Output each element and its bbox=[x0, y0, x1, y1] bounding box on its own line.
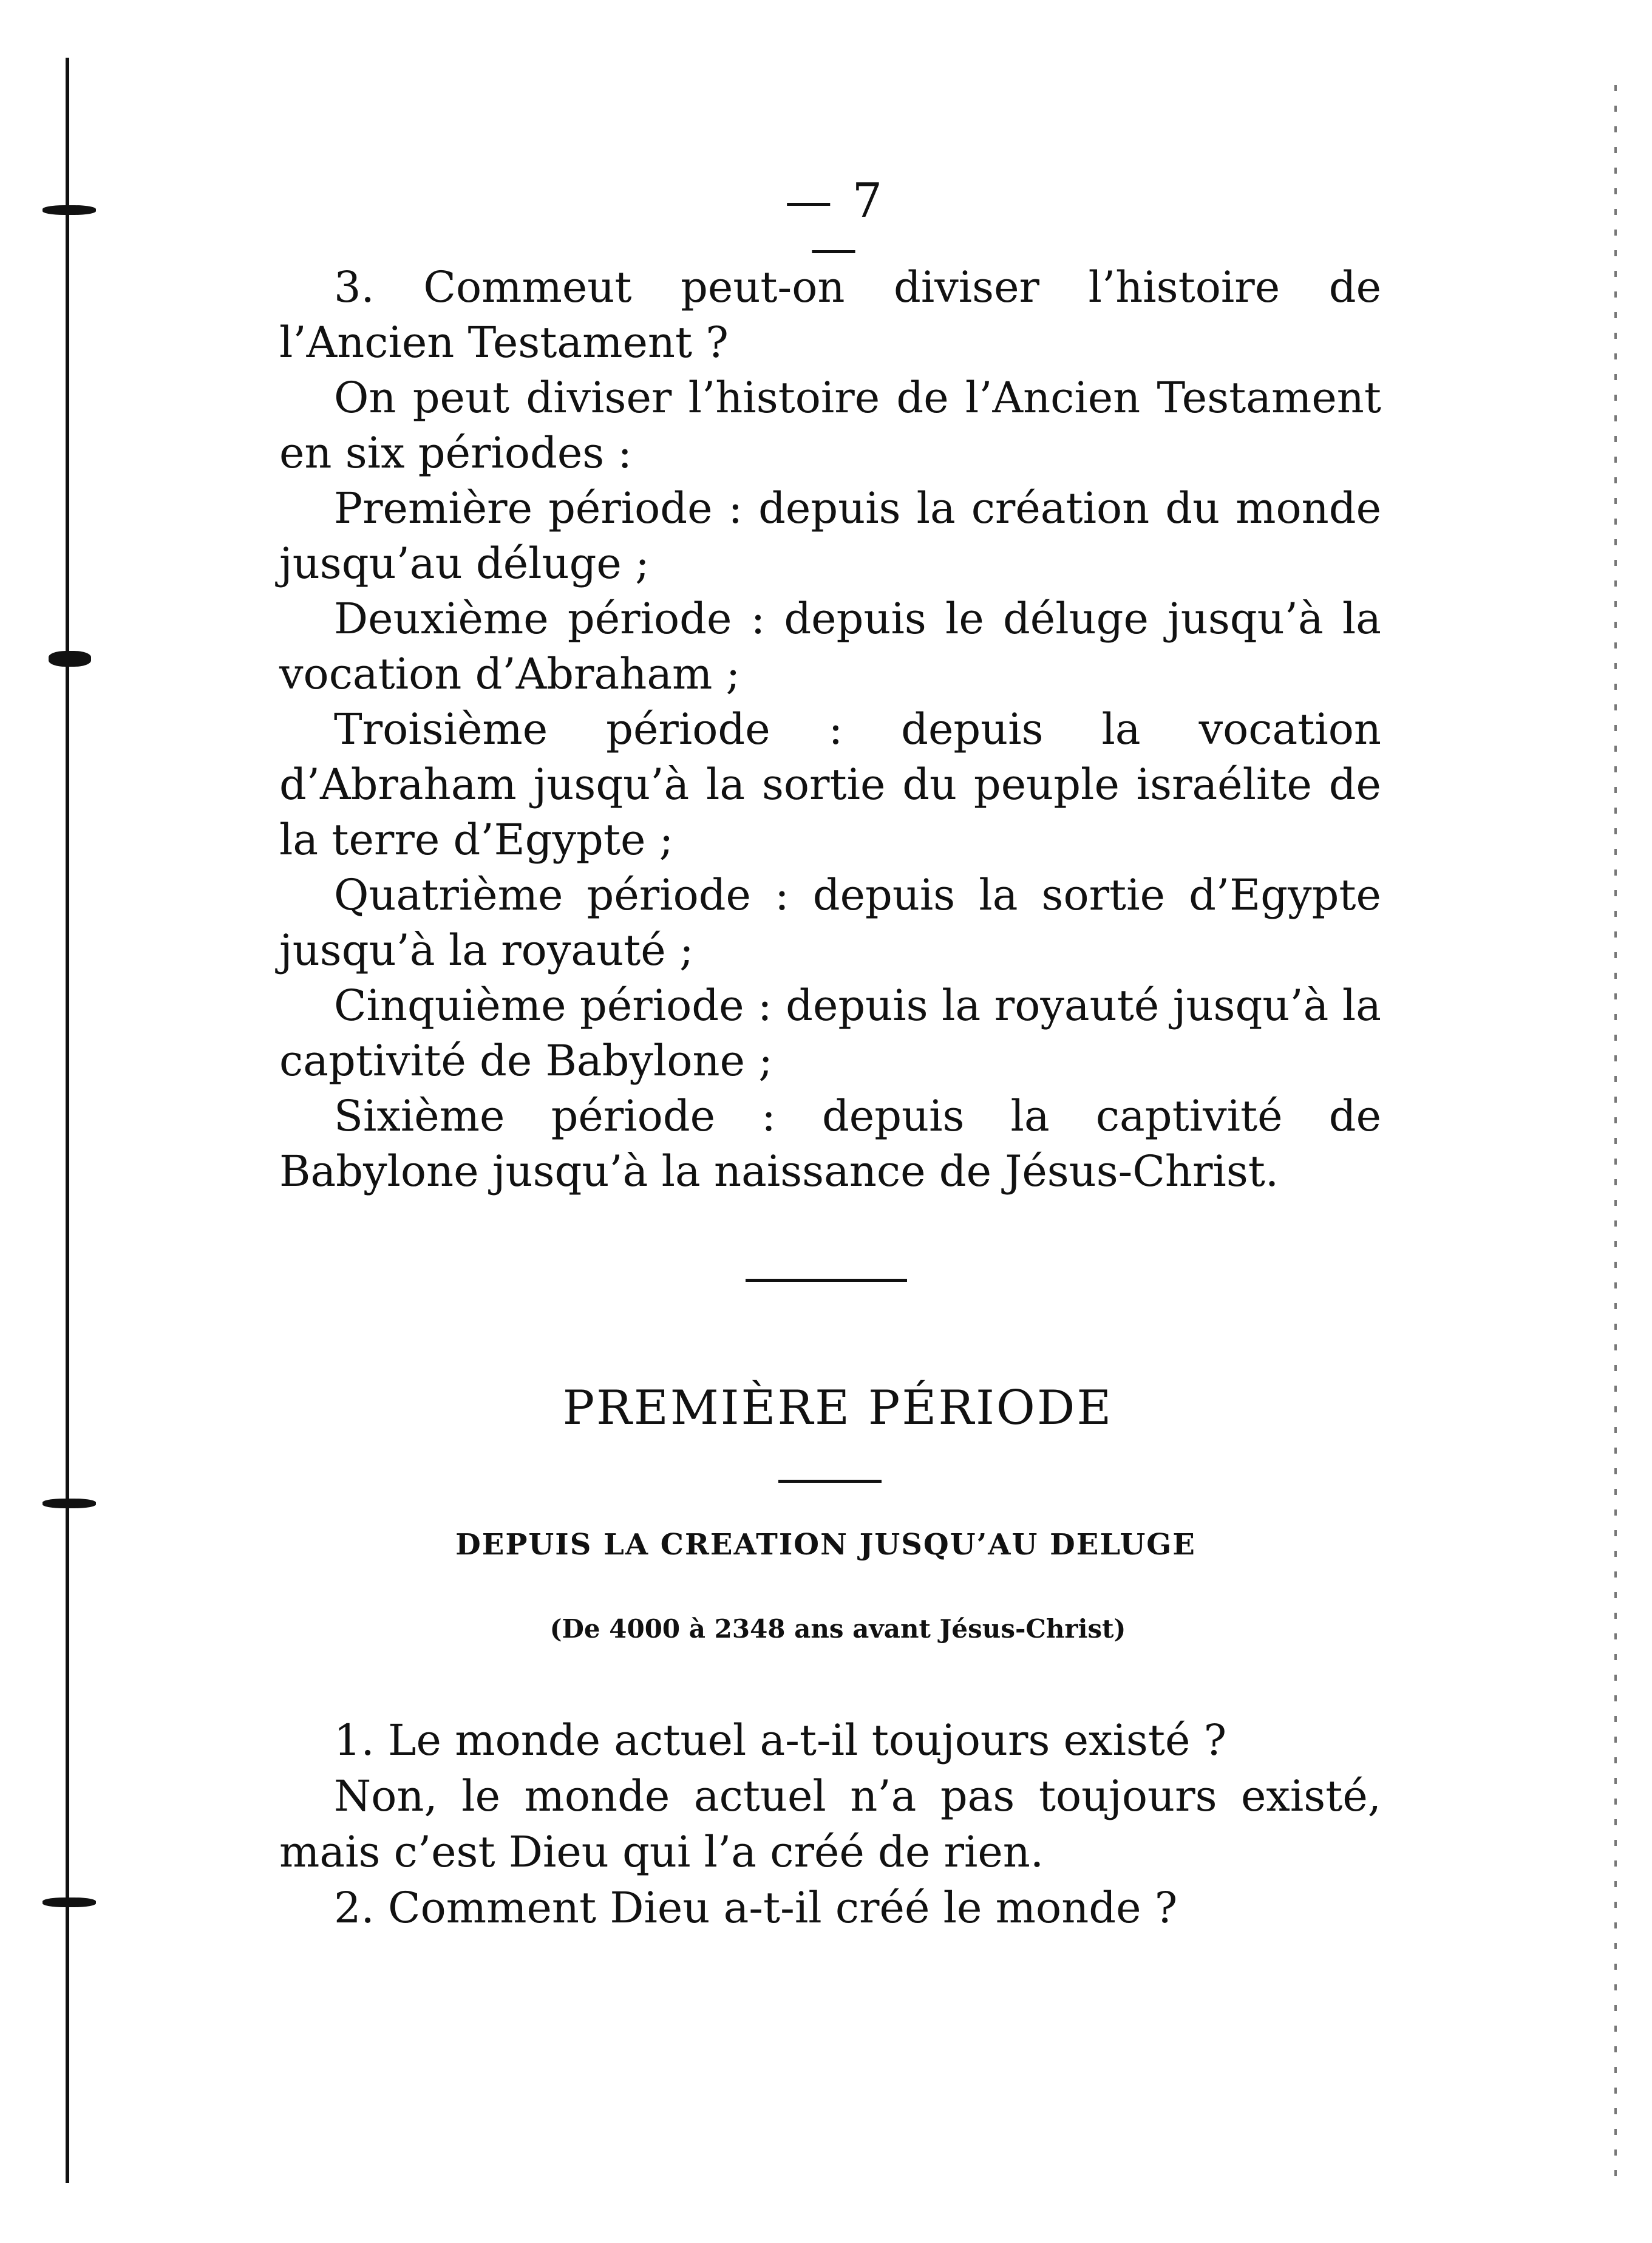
question-1: 1. Le monde actuel a-t-il toujours existé ? bbox=[334, 1715, 1227, 1765]
title-underline bbox=[778, 1480, 882, 1483]
answer-1: Non, le monde actuel n’a pas toujours existé, mais c’est Dieu qui l’a créé de rien. bbox=[279, 1771, 1381, 1877]
period-subtitle: DEPUIS LA CREATION JUSQU’AU DELUGE bbox=[455, 1528, 1196, 1562]
scan-noise-edge bbox=[1614, 85, 1617, 2180]
binding-mark bbox=[42, 1499, 96, 1508]
period-line-3: Troisième période : depuis la vocation d’Abraham jusqu’à la sortie du peuple israélite de la terre d’Egypte ; bbox=[279, 704, 1381, 865]
question-2: 2. Comment Dieu a-t-il créé le monde ? bbox=[334, 1883, 1178, 1933]
catechism-text-block bbox=[279, 260, 1381, 1199]
period-line-5: Cinquième période : depuis la royauté jusqu’à la captivité de Babylone ; bbox=[279, 981, 1381, 1086]
period-line-4: Quatrième période : depuis la sortie d’Egypte jusqu’à la royauté ; bbox=[279, 870, 1381, 975]
binding-mark bbox=[49, 651, 91, 667]
period-line-6: Sixième période : depuis la captivité de Babylone jusqu’à la naissance de Jésus-Christ. bbox=[279, 1091, 1381, 1196]
catechism-text-block-2 bbox=[279, 1712, 1381, 1936]
binding-mark bbox=[42, 205, 96, 215]
binding-mark bbox=[42, 1898, 96, 1907]
period-line-2: Deuxième période : depuis le déluge jusqu’à la vocation d’Abraham ; bbox=[279, 594, 1381, 699]
period-dates: (De 4000 à 2348 ans avant Jésus-Christ) bbox=[549, 1614, 1126, 1644]
question-3: 3. Commeut peut-on diviser l’histoire de l’Ancien Testament ? bbox=[279, 262, 1381, 367]
page-binding-edge bbox=[66, 58, 69, 2183]
answer-3: On peut diviser l’histoire de l’Ancien Testament en six périodes : bbox=[279, 373, 1381, 478]
period-title: PREMIÈRE PÉRIODE bbox=[562, 1381, 1113, 1435]
separator-rule bbox=[746, 1279, 907, 1282]
page-number: — 7 — bbox=[784, 174, 885, 276]
period-line-1: Première période : depuis la création du monde jusqu’au déluge ; bbox=[279, 483, 1381, 588]
